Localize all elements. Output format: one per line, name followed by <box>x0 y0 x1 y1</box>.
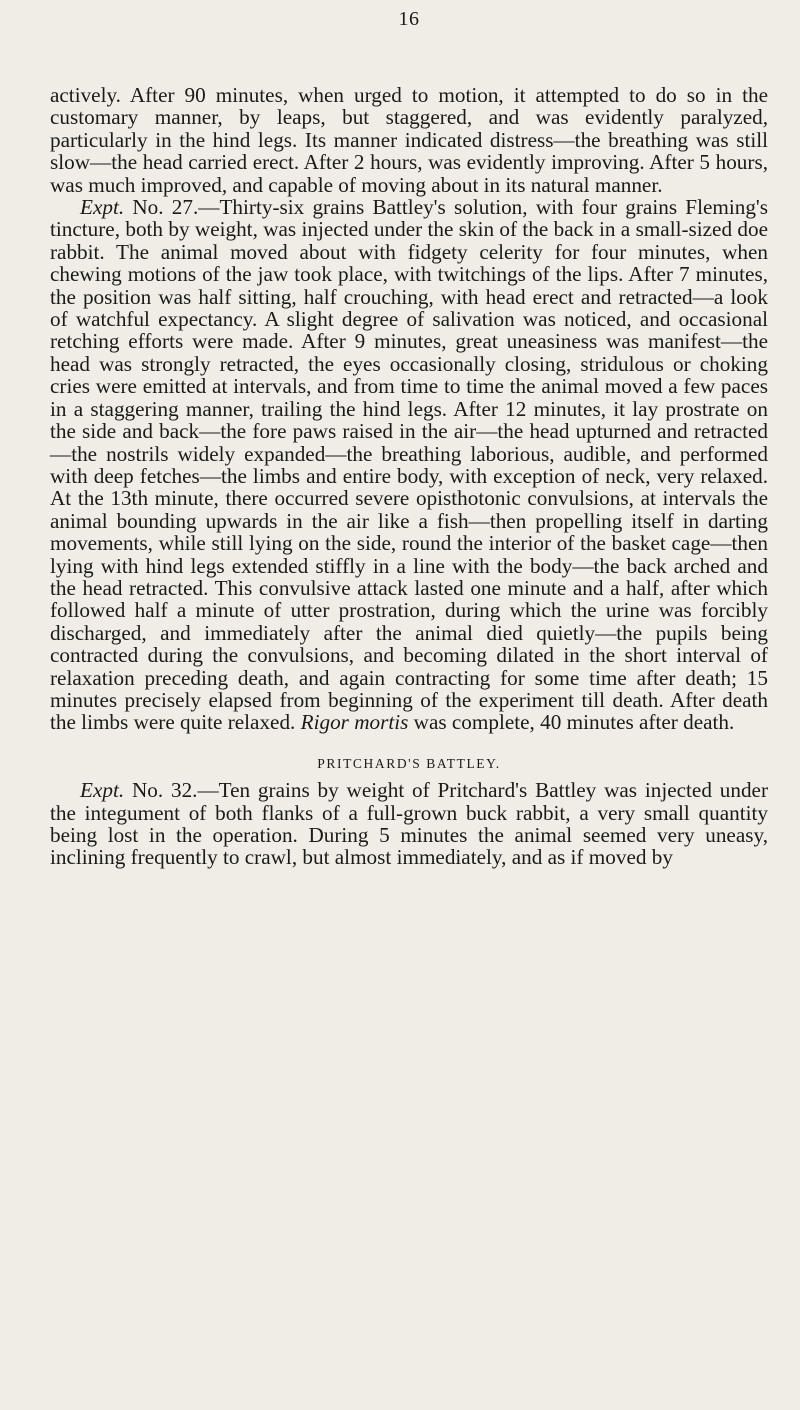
experiment-label: Expt. <box>80 195 125 220</box>
experiment-27-text-end: was complete, 40 minutes after death. <box>408 710 735 735</box>
experiment-27-text: No. 27.—Thirty-six grains Battley's solution, with four grains Fleming's tincture, both by weight, was injected under the skin of the back in a small-sized doe rabbit. The animal moved about with fidgety celerity for four minutes, when chewing motions of the jaw took place, with twitchings of the lips. After 7 minutes, the position was half sitting, half crouching, with head erect and retracted—a look of watchful expectancy. A slight degree of salivation was noticed, and occasional retching efforts were made. After 9 minutes, great uneasiness was manifest—the head was strongly retracted, the eyes occasionally closing, stridulous or choking cries were emitted at intervals, and from time to time the animal moved a few paces in a staggering manner, trailing the hind legs. After 12 minutes, it lay prostrate on the side and back—the fore paws raised in the air—the head upturned and retracted—the nostrils widely expanded—the breathing laborious, audible, and performed with deep fetches—the limbs and entire body, with exception of neck, very relaxed. At the 13th minute, there occurred severe opisthotonic convulsions, at intervals the animal bounding upwards in the air like a fish—then propelling itself in darting movements, while still lying on the side, round the interior of the basket cage—then lying with hind legs extended stiffly in a line with the body—the back arched and the head retracted. This convulsive attack lasted one minute and a half, after which followed half a minute of utter prostration, during which the urine was forcibly discharged, and immediately after the animal died quietly—the pupils being contracted during the convulsions, and becoming dilated in the short interval of relaxation preceding death, and again contracting for some time after death; 15 minutes precisely elapsed from beginning of the experiment till death. After death the limbs were quite relaxed. <box>50 195 768 735</box>
page-number: 16 <box>398 8 420 30</box>
section-heading: PRITCHARD'S BATTLEY. <box>317 755 501 771</box>
paragraph-continued-text: actively. After 90 minutes, when urged to motion, it attempted to do so in the customary manner, by leaps, but staggered, and was evidently paralyzed, particularly in the hind legs. Its manner indicated distress—the breathing was still slow—the head carried erect. After 2 hours, was evidently improving. After 5 hours, was much improved, and capable of moving about in its natural manner. <box>50 83 768 197</box>
rigor-mortis-term: Rigor mortis <box>300 710 409 735</box>
experiment-32-text: No. 32.—Ten grains by weight of Pritchard's Battley was injected under the integument of both flanks of a full-grown buck rabbit, a very small quantity being lost in the operation. During 5 minutes the animal seemed very uneasy, inclining frequently to crawl, but almost immediately, and as if moved by <box>50 778 768 870</box>
paragraph-experiment-32 <box>50 779 768 869</box>
paragraph-experiment-27 <box>50 196 768 734</box>
experiment-label: Expt. <box>80 778 125 803</box>
paragraph-continued <box>50 84 768 196</box>
book-page <box>50 0 768 1410</box>
body-text <box>50 84 768 869</box>
